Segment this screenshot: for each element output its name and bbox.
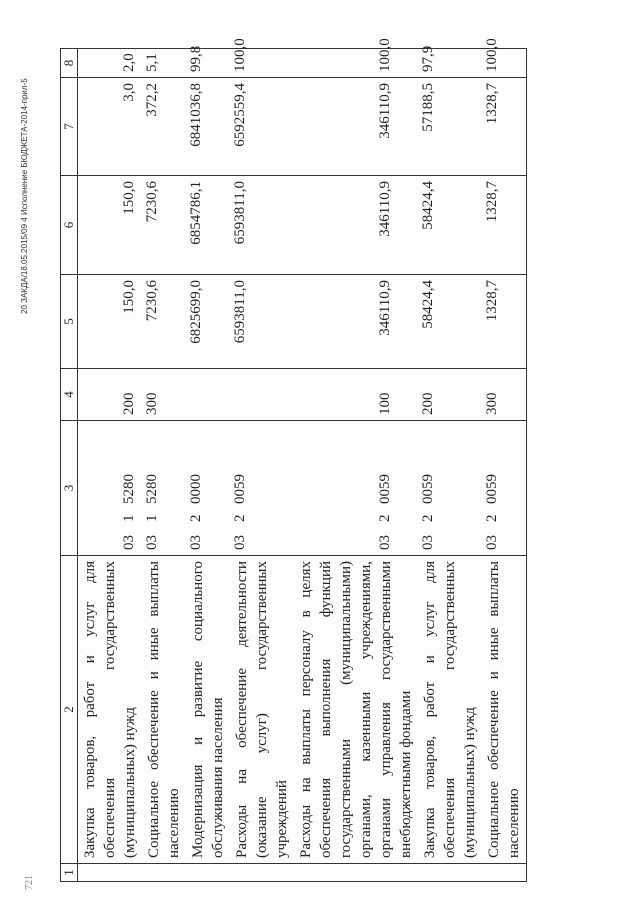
row-col-7-value: 1328,7	[482, 78, 527, 176]
code-part-b: 2	[420, 514, 436, 522]
header-col-8: 8	[61, 49, 78, 78]
table-row	[78, 49, 143, 882]
code-part-c: 5280	[144, 474, 160, 504]
table-body	[78, 38, 527, 882]
row-col-6-value: 6854786,1	[186, 176, 230, 275]
row-col-6-value: 1328,7	[482, 176, 527, 275]
row-col-5-value: 346110,9	[294, 275, 418, 369]
row-col-8-value: 100,0	[230, 49, 294, 78]
row-expense-type: 100	[294, 369, 418, 421]
code-part-a: 03	[420, 535, 436, 550]
row-col-6-value: 150,0	[78, 176, 143, 275]
row-col-1	[78, 864, 143, 882]
table-row	[186, 49, 230, 882]
row-col-8-value: 99,8	[186, 49, 230, 78]
row-item-name: Расходы на выплаты персоналу в целях обеспечения выполнения функций государственными (муниципальными) органами, казенными учреждениями, органами управления государственными внебюджетными фондами	[294, 556, 418, 864]
row-col-7-value: 57188,5	[418, 78, 482, 176]
row-target-code	[294, 421, 418, 556]
code-part-c: 5280	[121, 474, 137, 504]
row-target-code	[186, 421, 230, 556]
code-part-a: 03	[121, 535, 137, 550]
row-target-code	[142, 421, 186, 556]
row-col-7-value: 346110,9	[294, 78, 418, 176]
row-col-1	[294, 864, 418, 882]
row-col-7-value: 6592559,4	[230, 78, 294, 176]
rotated-sheet	[20, 12, 600, 892]
table-row	[294, 49, 418, 882]
row-expense-type: 300	[142, 369, 186, 421]
code-part-a: 03	[377, 535, 393, 550]
row-col-8-value: 5,1	[142, 49, 186, 78]
code-part-a: 03	[484, 535, 500, 550]
row-col-5-value: 6593811,0	[230, 275, 294, 369]
code-part-b: 2	[188, 514, 204, 522]
row-expense-type: 200	[78, 369, 143, 421]
row-target-code	[418, 421, 482, 556]
row-col-5-value: 1328,7	[482, 275, 527, 369]
row-col-5-value: 58424,4	[418, 275, 482, 369]
code-part-b: 2	[377, 514, 393, 522]
code-part-c: 0059	[484, 474, 500, 504]
row-target-code	[482, 421, 527, 556]
row-col-7-value: 3,0	[78, 78, 143, 176]
row-target-code	[78, 421, 143, 556]
header-col-2: 2	[61, 556, 78, 864]
row-col-1	[186, 864, 230, 882]
code-part-a: 03	[144, 535, 160, 550]
row-col-1	[482, 864, 527, 882]
row-col-5-value: 6825699,0	[186, 275, 230, 369]
row-col-6-value: 7230,6	[142, 176, 186, 275]
code-part-b: 1	[144, 514, 160, 522]
row-item-name: Закупка товаров, работ и услуг для обеспечения государственных (муниципальных) нужд	[78, 556, 143, 864]
row-col-7-value: 6841036,8	[186, 78, 230, 176]
table-row	[142, 49, 186, 882]
code-part-b: 2	[232, 514, 248, 522]
code-part-a: 03	[232, 535, 248, 550]
row-col-6-value: 58424,4	[418, 176, 482, 275]
row-col-8-value: 100,0	[294, 49, 418, 78]
row-item-name: Модернизация и развитие социального обслуживания населения	[186, 556, 230, 864]
header-col-7: 7	[61, 78, 78, 176]
row-col-6-value: 346110,9	[294, 176, 418, 275]
row-expense-type: 200	[418, 369, 482, 421]
row-col-6-value: 6593811,0	[230, 176, 294, 275]
header-row	[61, 49, 78, 882]
row-item-name: Социальное обеспечение и иные выплаты населению	[482, 556, 527, 864]
row-col-1	[418, 864, 482, 882]
code-part-b: 1	[121, 514, 137, 522]
code-part-c: 0000	[188, 474, 204, 504]
row-expense-type: 300	[482, 369, 527, 421]
row-col-8-value: 97,9	[418, 49, 482, 78]
row-item-name: Закупка товаров, работ и услуг для обеспечения государственных (муниципальных) нужд	[418, 556, 482, 864]
row-expense-type	[230, 369, 294, 421]
header-col-6: 6	[61, 176, 78, 275]
row-col-7-value: 372,2	[142, 78, 186, 176]
footer-file-path: 20 ЗАКДА/18.05.2015/09 4 Исполнение БЮДЖЕТА-2014-прил-5	[20, 78, 29, 314]
row-col-1	[230, 864, 294, 882]
budget-table	[60, 38, 527, 882]
row-item-name: Расходы на обеспечение деятельности (оказание услуг) государственных учреждений	[230, 556, 294, 864]
row-expense-type	[186, 369, 230, 421]
row-col-5-value: 7230,6	[142, 275, 186, 369]
code-part-c: 0059	[420, 474, 436, 504]
row-item-name: Социальное обеспечение и иные выплаты населению	[142, 556, 186, 864]
table-row	[418, 49, 482, 882]
row-col-8-value: 100,0	[482, 49, 527, 78]
row-target-code	[230, 421, 294, 556]
code-part-c: 0059	[232, 474, 248, 504]
code-part-b: 2	[484, 514, 500, 522]
row-col-5-value: 150,0	[78, 275, 143, 369]
table-row	[482, 49, 527, 882]
header-col-3: 3	[61, 421, 78, 556]
header-col-1: 1	[61, 864, 78, 882]
code-part-c: 0059	[377, 474, 393, 504]
row-col-1	[142, 864, 186, 882]
row-col-8-value: 2,0	[78, 49, 143, 78]
table-row	[230, 49, 294, 882]
header-col-4: 4	[61, 369, 78, 421]
page-number: 721	[24, 875, 35, 890]
code-part-a: 03	[188, 535, 204, 550]
header-col-5: 5	[61, 275, 78, 369]
